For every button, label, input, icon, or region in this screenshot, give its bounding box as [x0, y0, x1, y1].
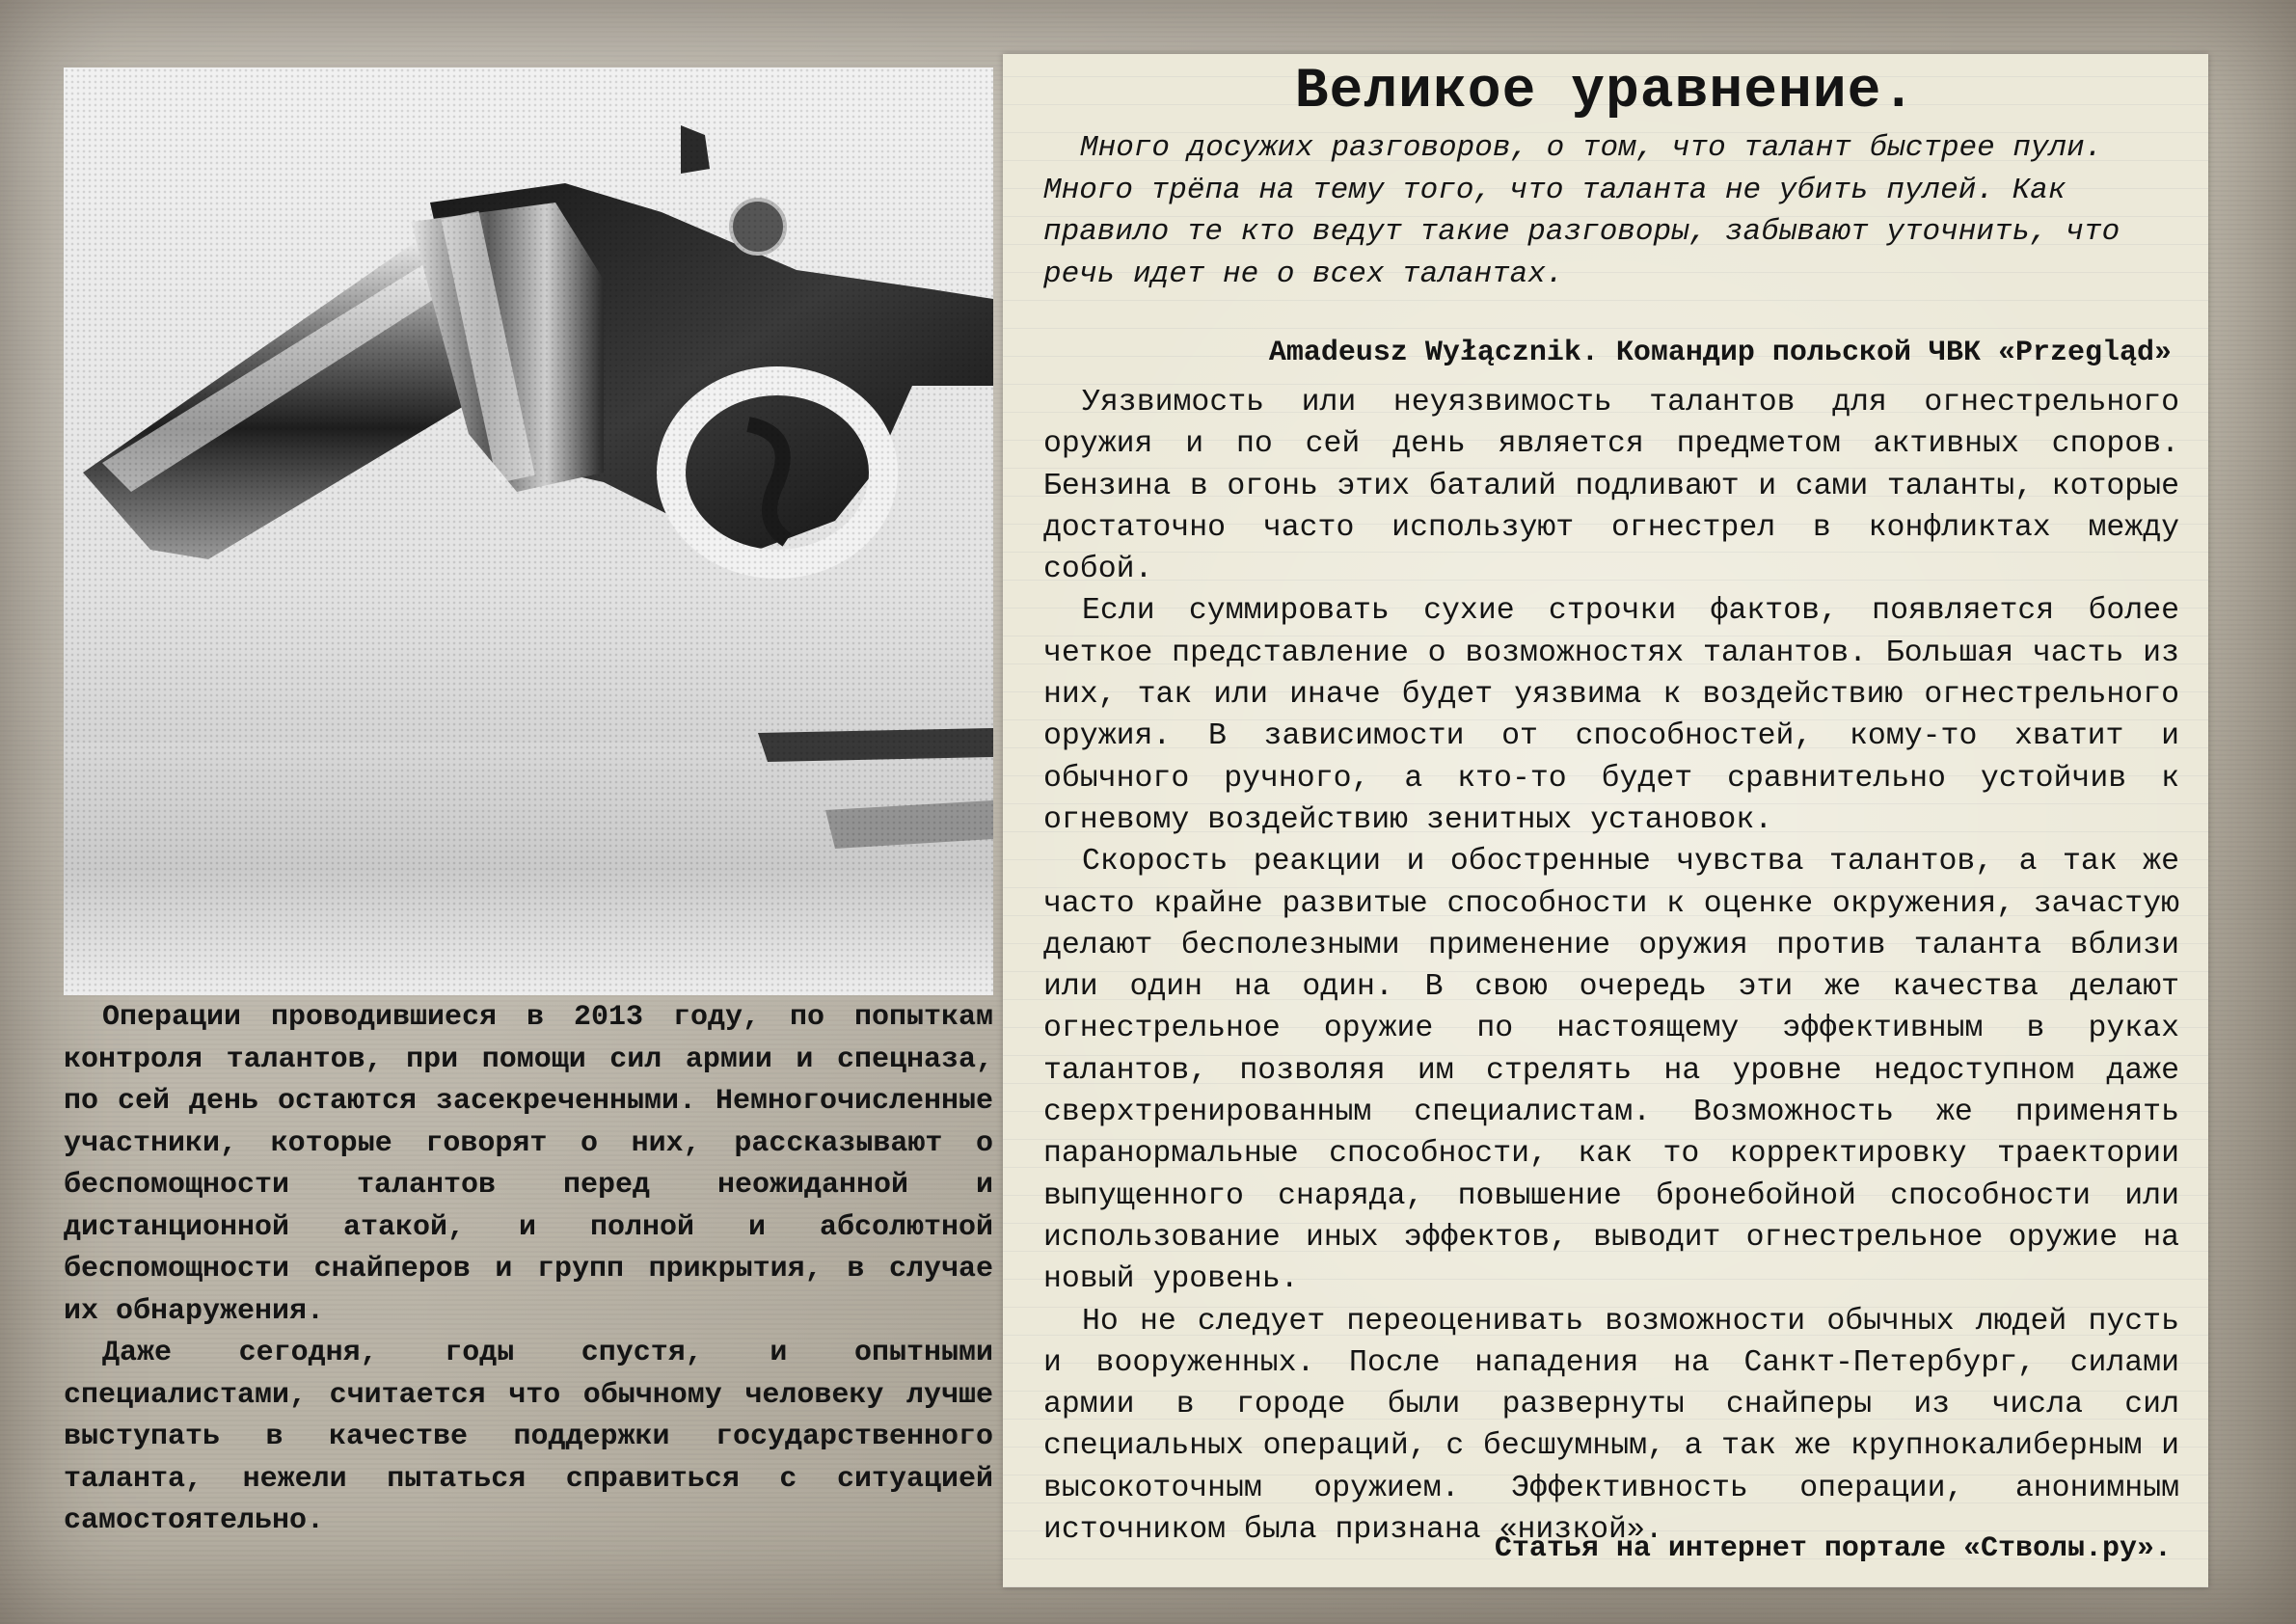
left-paragraph: Даже сегодня, годы спустя, и опытными специалистами, считается что обычному человеку лучше выступать в качестве поддержки государственного таланта, нежели пытаться справиться с ситуацией самостоятельно.: [64, 1337, 993, 1537]
article-title: Великое уравнение.: [1294, 61, 1917, 123]
article-paragraph: Скорость реакции и обостренные чувства талантов, а так же часто крайне развитые способности к оценке окружения, зачастую делают бесполезными применение оружия против таланта вблизи или один на один. В свою очередь эти же качества делают огнестрельное оружие по настоящему эффективным в руках талантов, позволяя им стрелять на уровне недоступном даже сверхтренированным специалистам. Возможность же применять паранормальные способности, как то корректировку траектории выпущенного снаряда, повышение бронебойной способности или использование иных эффектов, выводит огнестрельное оружие на новый уровень.: [1043, 845, 2179, 1297]
article-source: Статья на интернет портале «Стволы.ру».: [1494, 1532, 2172, 1565]
article-body: [1043, 382, 2179, 1551]
article-paragraph: Но не следует переоценивать возможности обычных людей пусть и вооруженных. После нападения на Санкт-Петербург, силами армии в городе были развернуты снайперы из числа сил специальных операций, с бесшумным, а так же крупнокалиберным и высокоточным оружием. Эффективность операции, анонимным источником была признана «низкой».: [1043, 1304, 2179, 1548]
article-paragraph: Если суммировать сухие строчки фактов, появляется более четкое представление о возможностях талантов. Большая часть из них, так или иначе будет уязвима к воздействию огнестрельного оружия. В зависимости от способностей, кому-то хватит и обычного ручного, а кто-то будет сравнительно устойчив к огневому воздействию зенитных установок.: [1043, 594, 2179, 837]
epigraph-text: Много досужих разговоров, о том, что талант быстрее пули. Много трёпа на тему того, что таланта не убить пулей. Как правило те кто ведут такие разговоры, забывают уточнить, что речь идет не о всех талантах.: [1043, 131, 2120, 291]
left-column-text: [64, 997, 993, 1543]
revolver-illustration: [64, 68, 993, 995]
article-paragraph: Уязвимость или неуязвимость талантов для огнестрельного оружия и по сей день является предметом активных споров. Бензина в огонь этих баталий подливают и сами таланты, которые достаточно часто используют огнестрел в конфликтах между собой.: [1043, 386, 2179, 587]
epigraph: [1043, 127, 2162, 295]
article-panel: [1003, 54, 2208, 1587]
epigraph-author: Amadeusz Wyłącznik. Командир польской ЧВК «Przegląd»: [1268, 337, 2172, 369]
revolver-photo: [64, 68, 993, 995]
left-paragraph: Операции проводившиеся в 2013 году, по попыткам контроля талантов, при помощи сил армии и спецназа, по сей день остаются засекреченными. Немногочисленные участники, которые говорят о них, рассказывают о беспомощности талантов перед неожиданной и дистанционной атакой, и полной и абсолютной беспомощности снайперов и групп прикрытия, в случае их обнаружения.: [64, 1001, 993, 1328]
